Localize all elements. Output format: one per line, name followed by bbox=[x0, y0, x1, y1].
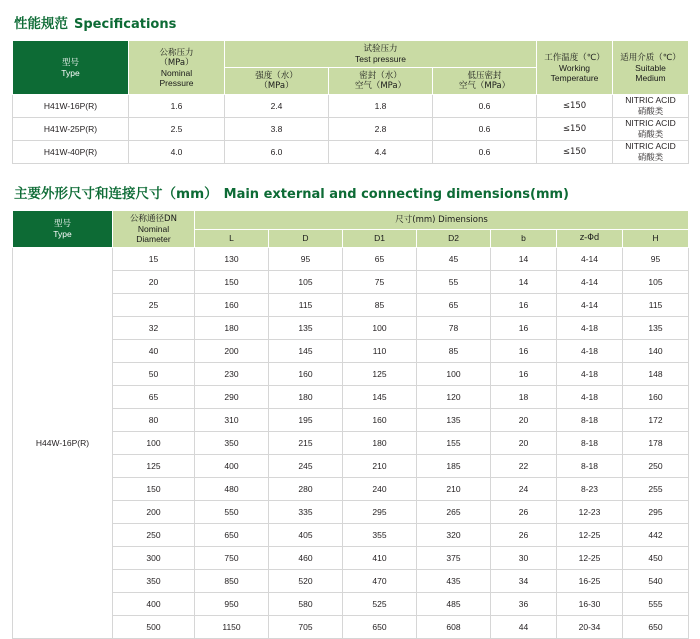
dims-cell-L: 1150 bbox=[195, 616, 269, 639]
dims-cell-H: 555 bbox=[623, 593, 689, 616]
spec-cell-work-temp: ≤150 bbox=[537, 95, 613, 118]
dims-cell-dn: 15 bbox=[113, 248, 195, 271]
spec-col-tp-cn: 试验压力 bbox=[363, 44, 398, 54]
dims-cell-zd: 4-18 bbox=[557, 386, 623, 409]
spec-cell-strength: 3.8 bbox=[225, 118, 329, 141]
spec-cell-seal: 2.8 bbox=[329, 118, 433, 141]
dims-cell-L: 200 bbox=[195, 340, 269, 363]
dims-col-type-en: Type bbox=[53, 229, 72, 240]
dims-cell-D2: 265 bbox=[417, 501, 491, 524]
dims-cell-D1: 355 bbox=[343, 524, 417, 547]
spec-col-sm-en2: Medium bbox=[635, 72, 666, 83]
dims-cell-zd: 4-18 bbox=[557, 340, 623, 363]
dims-cell-D1: 180 bbox=[343, 432, 417, 455]
spec-col-wt-en1: Working bbox=[559, 62, 591, 73]
spec-cell-type: H41W-16P(R) bbox=[13, 95, 129, 118]
dims-cell-L: 550 bbox=[195, 501, 269, 524]
dims-cell-D1: 125 bbox=[343, 363, 417, 386]
dims-cell-zd: 4-18 bbox=[557, 317, 623, 340]
table-row bbox=[13, 317, 689, 340]
table-row bbox=[13, 616, 689, 639]
spec-col-seal-unit: 空气（MPa） bbox=[354, 81, 407, 92]
spec-col-strength bbox=[225, 68, 329, 95]
dims-cell-H: 450 bbox=[623, 547, 689, 570]
spec-cell-type: H41W-25P(R) bbox=[13, 118, 129, 141]
dims-cell-D1: 85 bbox=[343, 294, 417, 317]
dims-cell-H: 95 bbox=[623, 248, 689, 271]
dims-cell-D1: 240 bbox=[343, 478, 417, 501]
dims-cell-D1: 110 bbox=[343, 340, 417, 363]
specifications-table-wrap bbox=[12, 40, 688, 164]
table-row bbox=[13, 294, 689, 317]
dims-cell-D: 520 bbox=[269, 570, 343, 593]
spec-col-seal bbox=[329, 68, 433, 95]
dims-col-D1: D1 bbox=[343, 229, 417, 248]
dims-cell-zd: 8-18 bbox=[557, 455, 623, 478]
dims-cell-L: 150 bbox=[195, 271, 269, 294]
spec-col-seal-cn: 密封（水） bbox=[359, 71, 402, 82]
dims-cell-dn: 50 bbox=[113, 363, 195, 386]
dims-cell-D: 195 bbox=[269, 409, 343, 432]
dims-cell-L: 650 bbox=[195, 524, 269, 547]
dims-cell-D: 245 bbox=[269, 455, 343, 478]
spec-col-np-unit: （MPa） bbox=[159, 57, 194, 68]
table-row bbox=[13, 524, 689, 547]
specifications-section-title bbox=[14, 12, 688, 32]
dims-cell-L: 400 bbox=[195, 455, 269, 478]
dims-cell-D2: 120 bbox=[417, 386, 491, 409]
table-row bbox=[13, 248, 689, 271]
dims-cell-D2: 608 bbox=[417, 616, 491, 639]
dims-cell-D: 405 bbox=[269, 524, 343, 547]
dims-cell-zd: 4-14 bbox=[557, 271, 623, 294]
dims-col-L: L bbox=[195, 229, 269, 248]
spec-col-wt-en2: Temperature bbox=[550, 72, 599, 83]
dims-cell-D: 335 bbox=[269, 501, 343, 524]
dims-cell-D2: 65 bbox=[417, 294, 491, 317]
dims-cell-D1: 65 bbox=[343, 248, 417, 271]
dims-cell-H: 115 bbox=[623, 294, 689, 317]
dims-cell-dn: 500 bbox=[113, 616, 195, 639]
table-row bbox=[13, 455, 689, 478]
dims-cell-D: 95 bbox=[269, 248, 343, 271]
dims-cell-dn: 150 bbox=[113, 478, 195, 501]
dims-cell-D: 460 bbox=[269, 547, 343, 570]
spec-cell-medium-cn: 硝酸类 bbox=[637, 153, 664, 164]
dims-cell-dn: 300 bbox=[113, 547, 195, 570]
dims-cell-D2: 485 bbox=[417, 593, 491, 616]
dims-col-D: D bbox=[269, 229, 343, 248]
dims-cell-H: 148 bbox=[623, 363, 689, 386]
spec-cell-medium-en: NITRIC ACID bbox=[625, 95, 676, 106]
spec-cell-strength: 2.4 bbox=[225, 95, 329, 118]
specifications-title-en: Specifications bbox=[74, 17, 177, 32]
dims-cell-b: 24 bbox=[491, 478, 557, 501]
table-row bbox=[13, 409, 689, 432]
dims-col-H: H bbox=[623, 229, 689, 248]
dims-cell-dn: 32 bbox=[113, 317, 195, 340]
dims-col-b: b bbox=[491, 229, 557, 248]
dims-cell-b: 44 bbox=[491, 616, 557, 639]
dims-header-row-1 bbox=[13, 211, 689, 230]
spec-col-np-en1: Nominal bbox=[160, 67, 193, 78]
dims-cell-L: 290 bbox=[195, 386, 269, 409]
dims-cell-D: 705 bbox=[269, 616, 343, 639]
spec-col-test-pressure-group bbox=[225, 41, 537, 68]
spec-col-sm-cn: 适用介质（℃） bbox=[620, 52, 681, 63]
dims-cell-b: 30 bbox=[491, 547, 557, 570]
dims-cell-b: 16 bbox=[491, 294, 557, 317]
table-row bbox=[13, 141, 689, 164]
spec-cell-work-temp: ≤150 bbox=[537, 141, 613, 164]
dims-col-group bbox=[195, 211, 689, 230]
spec-col-lowseal-cn: 低压密封 bbox=[467, 71, 502, 82]
dims-col-zd: z-Φd bbox=[557, 229, 623, 248]
dims-col-dn bbox=[113, 211, 195, 248]
spec-col-tp-en: Test pressure bbox=[355, 54, 407, 65]
dims-cell-b: 20 bbox=[491, 432, 557, 455]
spec-cell-low-seal: 0.6 bbox=[433, 118, 537, 141]
dims-cell-dn: 200 bbox=[113, 501, 195, 524]
spec-cell-type: H41W-40P(R) bbox=[13, 141, 129, 164]
spec-cell-medium-en: NITRIC ACID bbox=[625, 141, 676, 152]
dims-cell-b: 14 bbox=[491, 248, 557, 271]
dims-cell-H: 540 bbox=[623, 570, 689, 593]
spec-col-type bbox=[13, 41, 129, 95]
dims-cell-dn: 400 bbox=[113, 593, 195, 616]
table-row bbox=[13, 432, 689, 455]
dims-cell-D1: 410 bbox=[343, 547, 417, 570]
dims-cell-D2: 45 bbox=[417, 248, 491, 271]
dims-cell-b: 16 bbox=[491, 340, 557, 363]
dims-cell-zd: 8-18 bbox=[557, 409, 623, 432]
dims-cell-D: 115 bbox=[269, 294, 343, 317]
dims-cell-dn: 40 bbox=[113, 340, 195, 363]
dims-cell-H: 255 bbox=[623, 478, 689, 501]
dims-cell-zd: 12-25 bbox=[557, 524, 623, 547]
dims-cell-zd: 4-18 bbox=[557, 363, 623, 386]
table-row bbox=[13, 340, 689, 363]
dims-cell-zd: 20-34 bbox=[557, 616, 623, 639]
dims-cell-L: 850 bbox=[195, 570, 269, 593]
dimensions-title-cn: 主要外形尺寸和连接尺寸（mm） bbox=[14, 186, 218, 203]
dims-cell-L: 350 bbox=[195, 432, 269, 455]
dims-col-group-label: 尺寸(mm) Dimensions bbox=[395, 214, 488, 225]
dims-cell-zd: 8-18 bbox=[557, 432, 623, 455]
dims-cell-D2: 210 bbox=[417, 478, 491, 501]
dims-cell-b: 16 bbox=[491, 317, 557, 340]
dims-cell-zd: 12-23 bbox=[557, 501, 623, 524]
spec-col-type-en: Type bbox=[61, 67, 80, 78]
dims-cell-type: H44W-16P(R) bbox=[13, 248, 113, 639]
dims-col-D2: D2 bbox=[417, 229, 491, 248]
dims-cell-zd: 4-14 bbox=[557, 248, 623, 271]
dims-cell-D: 135 bbox=[269, 317, 343, 340]
dims-cell-dn: 100 bbox=[113, 432, 195, 455]
spec-cell-seal: 4.4 bbox=[329, 141, 433, 164]
dims-cell-b: 36 bbox=[491, 593, 557, 616]
table-row bbox=[13, 570, 689, 593]
spec-col-strength-cn: 强度（水） bbox=[255, 71, 298, 82]
dims-cell-H: 295 bbox=[623, 501, 689, 524]
dims-cell-b: 18 bbox=[491, 386, 557, 409]
dims-cell-L: 750 bbox=[195, 547, 269, 570]
dims-cell-H: 105 bbox=[623, 271, 689, 294]
dims-cell-D1: 525 bbox=[343, 593, 417, 616]
dims-cell-D2: 435 bbox=[417, 570, 491, 593]
dims-cell-H: 650 bbox=[623, 616, 689, 639]
spec-cell-strength: 6.0 bbox=[225, 141, 329, 164]
specifications-table-body bbox=[13, 95, 689, 164]
dims-col-dn-en2: Diameter bbox=[136, 234, 171, 245]
dims-cell-D: 215 bbox=[269, 432, 343, 455]
dims-cell-dn: 25 bbox=[113, 294, 195, 317]
spec-col-sm-en1: Suitable bbox=[635, 62, 666, 73]
specifications-table bbox=[12, 40, 689, 164]
spec-cell-nominal-pressure: 2.5 bbox=[129, 118, 225, 141]
spec-header-row-1 bbox=[13, 41, 689, 68]
dims-cell-D2: 375 bbox=[417, 547, 491, 570]
dims-cell-H: 135 bbox=[623, 317, 689, 340]
dims-cell-zd: 8-23 bbox=[557, 478, 623, 501]
dims-cell-D2: 185 bbox=[417, 455, 491, 478]
dims-cell-D: 280 bbox=[269, 478, 343, 501]
table-row bbox=[13, 386, 689, 409]
dims-cell-dn: 80 bbox=[113, 409, 195, 432]
dimensions-table bbox=[12, 210, 689, 639]
spec-col-suitable-medium bbox=[613, 41, 689, 95]
dims-cell-H: 178 bbox=[623, 432, 689, 455]
spec-col-lowseal-unit: 空气（MPa） bbox=[458, 81, 511, 92]
dims-col-dn-en1: Nominal bbox=[137, 224, 170, 235]
dims-cell-D1: 160 bbox=[343, 409, 417, 432]
spec-col-strength-unit: （MPa） bbox=[259, 81, 294, 92]
dims-cell-b: 26 bbox=[491, 524, 557, 547]
table-row bbox=[13, 478, 689, 501]
dims-cell-dn: 125 bbox=[113, 455, 195, 478]
dimensions-table-body bbox=[13, 248, 689, 639]
spec-cell-medium bbox=[613, 141, 689, 164]
dims-cell-dn: 350 bbox=[113, 570, 195, 593]
dims-cell-D: 180 bbox=[269, 386, 343, 409]
dims-cell-b: 26 bbox=[491, 501, 557, 524]
dims-cell-D: 105 bbox=[269, 271, 343, 294]
table-row bbox=[13, 95, 689, 118]
dims-cell-b: 14 bbox=[491, 271, 557, 294]
dims-cell-D2: 100 bbox=[417, 363, 491, 386]
table-row bbox=[13, 271, 689, 294]
spec-cell-nominal-pressure: 1.6 bbox=[129, 95, 225, 118]
spec-cell-medium bbox=[613, 118, 689, 141]
dims-cell-D: 145 bbox=[269, 340, 343, 363]
dims-cell-D2: 85 bbox=[417, 340, 491, 363]
table-row bbox=[13, 593, 689, 616]
spec-cell-work-temp: ≤150 bbox=[537, 118, 613, 141]
dims-cell-L: 480 bbox=[195, 478, 269, 501]
dims-cell-b: 34 bbox=[491, 570, 557, 593]
dims-cell-L: 130 bbox=[195, 248, 269, 271]
spec-cell-nominal-pressure: 4.0 bbox=[129, 141, 225, 164]
dims-cell-H: 442 bbox=[623, 524, 689, 547]
table-row bbox=[13, 547, 689, 570]
dims-cell-D2: 135 bbox=[417, 409, 491, 432]
dims-cell-H: 172 bbox=[623, 409, 689, 432]
dims-cell-L: 950 bbox=[195, 593, 269, 616]
dims-cell-D1: 470 bbox=[343, 570, 417, 593]
dims-cell-D1: 650 bbox=[343, 616, 417, 639]
table-row bbox=[13, 118, 689, 141]
spec-cell-medium-en: NITRIC ACID bbox=[625, 118, 676, 129]
dims-cell-dn: 250 bbox=[113, 524, 195, 547]
spec-cell-medium bbox=[613, 95, 689, 118]
spec-col-working-temperature bbox=[537, 41, 613, 95]
dims-cell-H: 250 bbox=[623, 455, 689, 478]
table-row bbox=[13, 501, 689, 524]
dims-cell-zd: 4-14 bbox=[557, 294, 623, 317]
dims-cell-D1: 100 bbox=[343, 317, 417, 340]
spec-col-np-cn: 公称压力 bbox=[159, 47, 194, 58]
dimensions-table-wrap bbox=[12, 210, 688, 639]
dims-col-dn-cn: 公称通径DN bbox=[130, 214, 177, 225]
spec-col-np-en2: Pressure bbox=[159, 77, 194, 88]
dims-cell-D2: 78 bbox=[417, 317, 491, 340]
dims-cell-D: 160 bbox=[269, 363, 343, 386]
dims-cell-L: 310 bbox=[195, 409, 269, 432]
spec-cell-seal: 1.8 bbox=[329, 95, 433, 118]
dimensions-table-head bbox=[13, 211, 689, 248]
specifications-title-cn: 性能规范 bbox=[14, 16, 68, 32]
dims-cell-D1: 210 bbox=[343, 455, 417, 478]
dims-cell-dn: 20 bbox=[113, 271, 195, 294]
spec-col-type-cn: 型号 bbox=[61, 57, 79, 68]
table-row bbox=[13, 363, 689, 386]
spec-cell-medium-cn: 硝酸类 bbox=[637, 130, 664, 141]
dimensions-section-title bbox=[14, 182, 688, 202]
spec-col-low-seal bbox=[433, 68, 537, 95]
dims-cell-L: 230 bbox=[195, 363, 269, 386]
dims-cell-D2: 320 bbox=[417, 524, 491, 547]
specifications-table-head bbox=[13, 41, 689, 95]
dimensions-title-en: Main external and connecting dimensions(mm) bbox=[223, 187, 569, 203]
spec-col-nominal-pressure bbox=[129, 41, 225, 95]
dims-cell-b: 20 bbox=[491, 409, 557, 432]
dims-cell-dn: 65 bbox=[113, 386, 195, 409]
dims-col-type bbox=[13, 211, 113, 248]
dims-cell-D2: 55 bbox=[417, 271, 491, 294]
dims-cell-H: 160 bbox=[623, 386, 689, 409]
dims-cell-D1: 295 bbox=[343, 501, 417, 524]
dims-cell-H: 140 bbox=[623, 340, 689, 363]
spec-cell-low-seal: 0.6 bbox=[433, 141, 537, 164]
dims-cell-D2: 155 bbox=[417, 432, 491, 455]
dims-cell-zd: 12-25 bbox=[557, 547, 623, 570]
dims-cell-L: 160 bbox=[195, 294, 269, 317]
dims-cell-b: 22 bbox=[491, 455, 557, 478]
dims-cell-D1: 145 bbox=[343, 386, 417, 409]
dims-col-type-cn: 型号 bbox=[53, 219, 71, 230]
dims-cell-L: 180 bbox=[195, 317, 269, 340]
dims-cell-D: 580 bbox=[269, 593, 343, 616]
spec-col-wt-cn: 工作温度（℃） bbox=[544, 52, 605, 63]
spec-cell-medium-cn: 硝酸类 bbox=[637, 107, 664, 118]
dims-cell-zd: 16-30 bbox=[557, 593, 623, 616]
spec-cell-low-seal: 0.6 bbox=[433, 95, 537, 118]
dims-cell-zd: 16-25 bbox=[557, 570, 623, 593]
dims-cell-D1: 75 bbox=[343, 271, 417, 294]
dims-cell-b: 16 bbox=[491, 363, 557, 386]
